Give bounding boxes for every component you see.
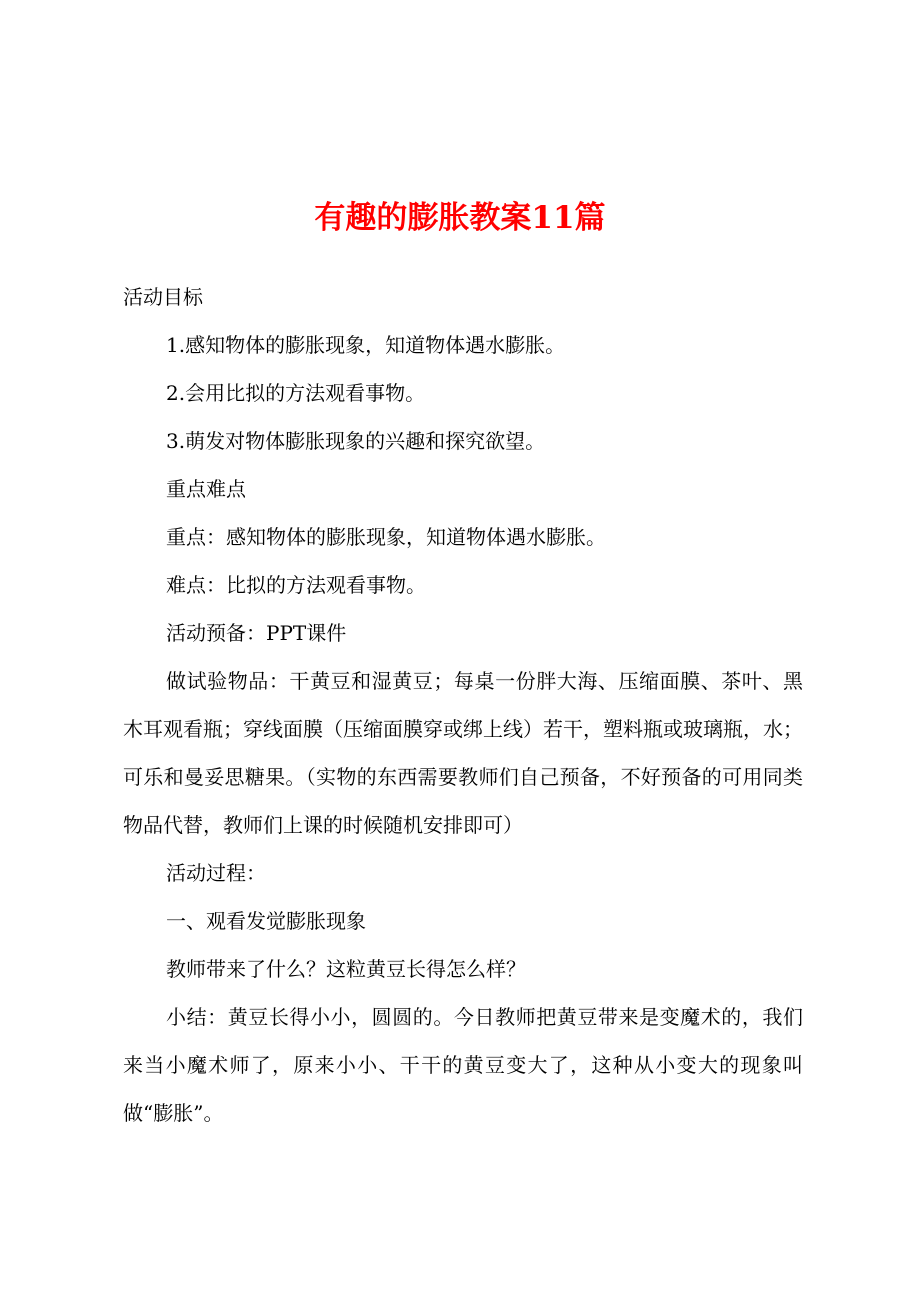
teacher-question-paragraph: 教师带来了什么？这粒黄豆长得怎么样？ <box>166 957 526 981</box>
summary-paragraph: 小结：黄豆长得小小，圆圆的。今日教师把黄豆带来是变魔术的，我们来当小魔术师了，原来小小、干干的黄豆变大了，这种从小变大的现象叫做“膨胀”。 <box>123 1005 803 1125</box>
section-heading-key-points: 重点难点 <box>166 477 246 501</box>
key-point-paragraph: 重点：感知物体的膨胀现象，知道物体遇水膨胀。 <box>166 525 606 549</box>
document-title: 有趣的膨胀教案11篇 <box>314 200 606 236</box>
materials-paragraph: 做试验物品：干黄豆和湿黄豆；每桌一份胖大海、压缩面膜、茶叶、黑木耳观看瓶；穿线面膜（压缩面膜穿或绑上线）若干，塑料瓶或玻璃瓶，水；可乐和曼妥思糖果。（实物的东西需要教师们自己预备，不好预备的可用同类物品代替，教师们上课的时候随机安排即可） <box>123 669 803 837</box>
objective-item-2: 2.会用比拟的方法观看事物。 <box>166 381 426 405</box>
objective-item-3: 3.萌发对物体膨胀现象的兴趣和探究欲望。 <box>166 429 546 453</box>
section-heading-objectives: 活动目标 <box>123 285 203 309</box>
process-step-1-heading: 一、观看发觉膨胀现象 <box>166 909 366 933</box>
difficulty-paragraph: 难点：比拟的方法观看事物。 <box>166 573 426 597</box>
objective-item-1: 1.感知物体的膨胀现象，知道物体遇水膨胀。 <box>166 333 566 357</box>
preparation-paragraph: 活动预备：PPT课件 <box>166 621 347 645</box>
section-heading-process: 活动过程： <box>166 861 266 885</box>
